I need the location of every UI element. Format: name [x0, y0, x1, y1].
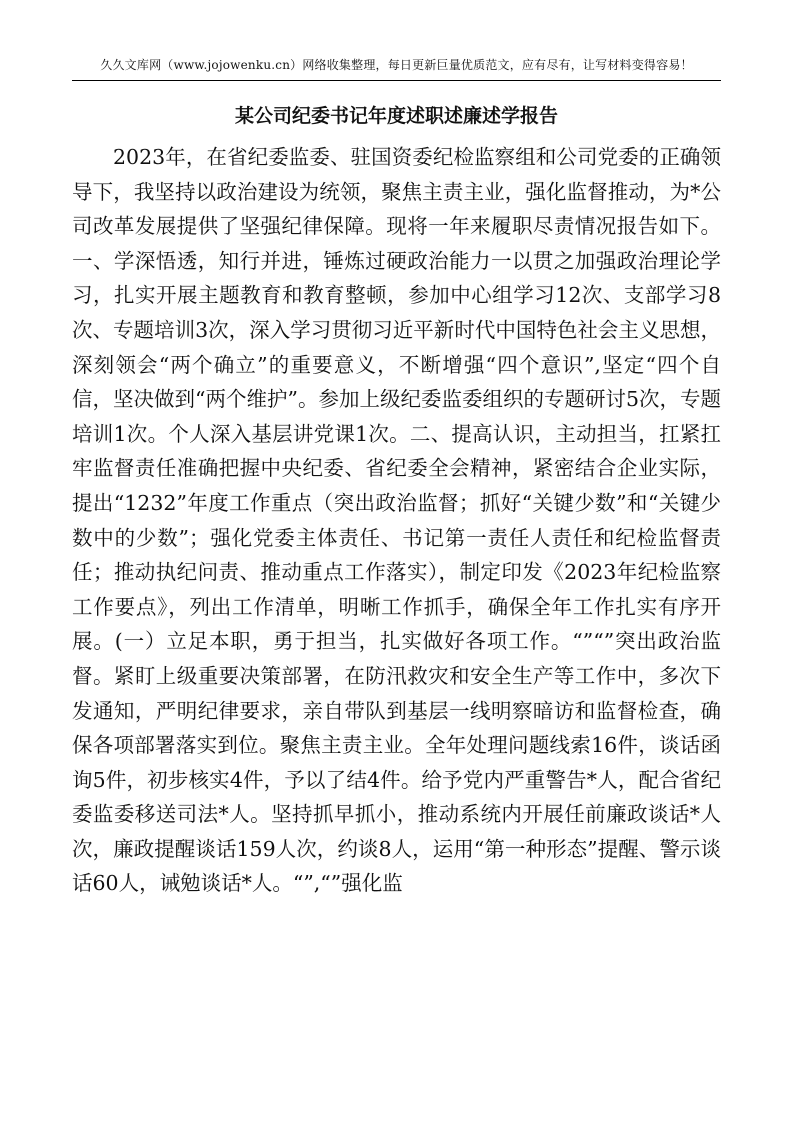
document-body: 2023年，在省纪委监委、驻国资委纪检监察组和公司党委的正确领导下，我坚持以政治建设为统领，聚焦主责主业，强化监督推动，为*公司改革发展提供了坚强纪律保障。现将一年来履职尽责情况报告如下。一、学深悟透，知行并进，锤炼过硬政治能力一以贯之加强政治理论学习，扎实开展主题教育和教育整顿，参加中心组学习12次、支部学习8次、专题培训3次，深入学习贯彻习近平新时代中国特色社会主义思想，深刻领会“两个确立”的重要意义，不断增强“四个意识”,坚定“四个自信，坚决做到“两个维护”。参加上级纪委监委组织的专题研讨5次，专题培训1次。个人深入基层讲党课1次。二、提高认识，主动担当，扛紧扛牢监督责任准确把握中央纪委、省纪委全会精神，紧密结合企业实际，提出“1232”年度工作重点（突出政治监督；抓好“关键少数”和“关键少数中的少数”；强化党委主体责任、书记第一责任人责任和纪检监督责任；推动执纪问责、推动重点工作落实），制定印发《2023年纪检监察工作要点》，列出工作清单，明晰工作抓手，确保全年工作扎实有序开展。(一）立足本职，勇于担当，扎实做好各项工作。“”“”突出政治监督。紧盯上级重要决策部署，在防汛救灾和安全生产等工作中，多次下发通知，严明纪律要求，亲自带队到基层一线明察暗访和监督检查，确保各项部署落实到位。聚焦主责主业。全年处理问题线索16件，谈话函询5件，初步核实4件，予以了结4件。给予党内严重警告*人，配合省纪委监委移送司法*人。坚持抓早抓小，推动系统内开展任前廉政谈话*人次，廉政提醒谈话159人次，约谈8人，运用“第一种形态”提醒、警示谈话60人，诫勉谈话*人。“”,“”强化监: [72, 145, 721, 896]
document-title: 某公司纪委书记年度述职述廉述学报告: [234, 105, 558, 127]
header-text: 久久文库网（www.jojowenku.cn）网络收集整理，每日更新巨量优质范文，应有尽有，让写材料变得容易！: [100, 58, 693, 72]
page-header: [72, 52, 721, 81]
